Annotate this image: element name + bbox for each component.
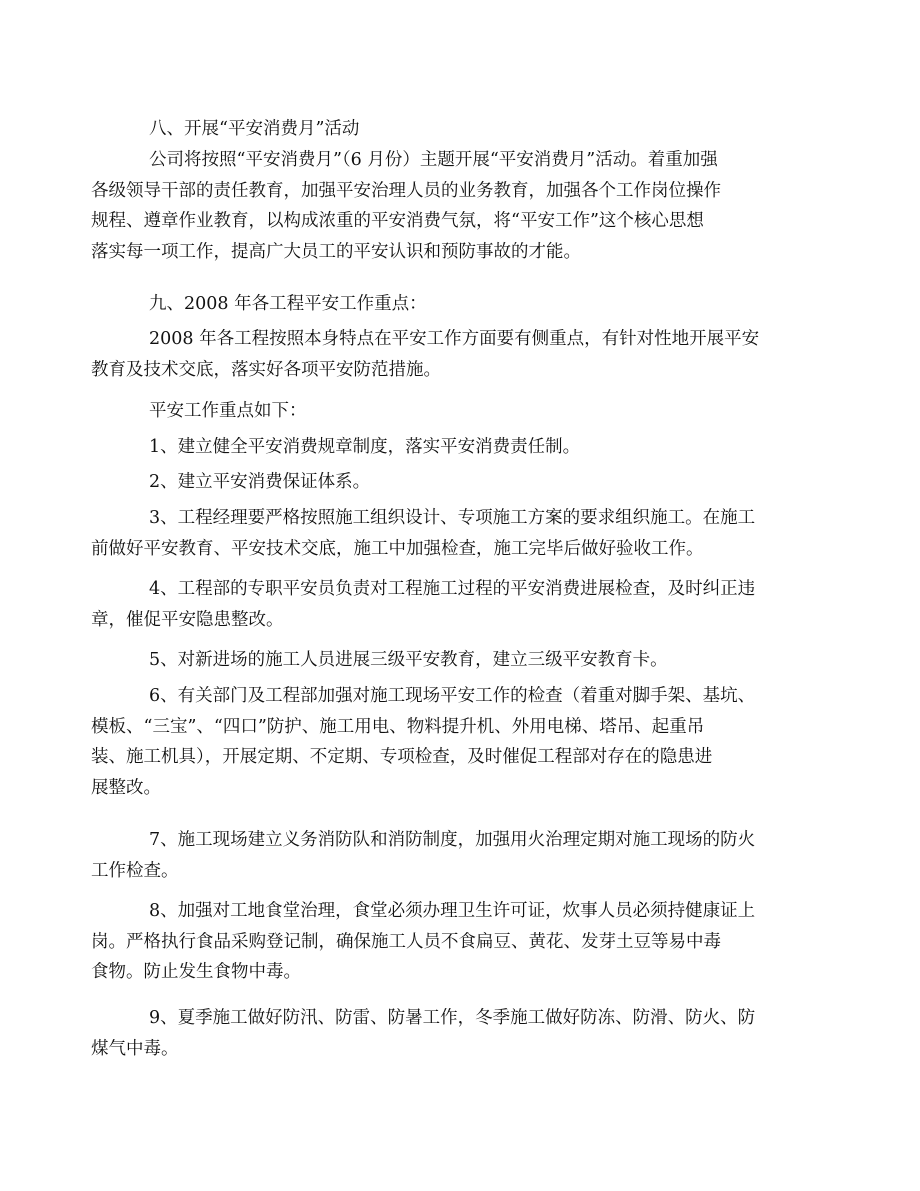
paragraph-key-points-intro <box>120 396 800 427</box>
text-line: 食物。防止发生食物中毒。 <box>91 962 301 982</box>
text-line: 6、有关部门及工程部加强对施工现场平安工作的检查（着重对脚手架、基坑、 <box>149 686 756 706</box>
text-line: 5、对新进场的施工人员进展三级平安教育，建立三级平安教育卡。 <box>149 650 668 670</box>
text-line: 模板、“三宝”、“四口”防护、施工用电、物料提升机、外用电梯、塔吊、起重吊 <box>91 716 705 737</box>
text-line: 平安工作重点如下： <box>149 401 307 421</box>
text-line: 8、加强对工地食堂治理，食堂必须办理卫生许可证，炊事人员必须持健康证上 <box>149 901 756 921</box>
text-line: 九、2008 年各工程平安工作重点： <box>149 294 427 314</box>
text-line: 工作检查。 <box>91 860 179 881</box>
list-item-2 <box>120 467 800 498</box>
section-heading-9 <box>120 289 800 320</box>
list-item-3 <box>91 503 800 564</box>
text-line: 落实每一项工作，提高广大员工的平安认识和预防事故的才能。 <box>91 241 581 262</box>
text-line: 2008 年各工程按照本身特点在平安工作方面要有侧重点，有针对性地开展平安 <box>149 329 760 349</box>
text-line: 教育及技术交底，落实好各项平安防范措施。 <box>91 359 441 380</box>
text-line: 7、施工现场建立义务消防队和消防制度，加强用火治理定期对施工现场的防火 <box>149 830 756 850</box>
text-line: 八、开展“平安消费月”活动 <box>149 119 360 139</box>
text-line: 1、建立健全平安消费规章制度，落实平安消费责任制。 <box>149 437 581 457</box>
text-line: 4、工程部的专职平安员负责对工程施工过程的平安消费进展检查，及时纠正违 <box>149 579 756 599</box>
text-line: 9、夏季施工做好防汛、防雷、防暑工作，冬季施工做好防冻、防滑、防火、防 <box>149 1008 756 1028</box>
text-line: 2、建立平安消费保证体系。 <box>149 472 371 492</box>
text-line: 前做好平安教育、平安技术交底，施工中加强检查，施工完毕后做好验收工作。 <box>91 538 704 559</box>
text-line: 各级领导干部的责任教育，加强平安治理人员的业务教育，加强各个工作岗位操作 <box>91 180 721 201</box>
text-line: 章，催促平安隐患整改。 <box>91 609 284 630</box>
text-line: 煤气中毒。 <box>91 1038 179 1059</box>
text-line: 岗。严格执行食品采购登记制，确保施工人员不食扁豆、黄花、发芽土豆等易中毒 <box>91 931 721 952</box>
list-item-6 <box>91 681 800 803</box>
paragraph-safety-month <box>91 145 800 267</box>
list-item-8 <box>91 896 800 988</box>
text-line: 规程、遵章作业教育，以构成浓重的平安消费气氛，将“平安工作”这个核心思想 <box>91 211 704 231</box>
list-item-5 <box>120 645 800 676</box>
list-item-4 <box>91 574 800 635</box>
section-heading-8 <box>120 114 800 145</box>
list-item-9 <box>91 1003 800 1064</box>
text-line: 装、施工机具），开展定期、不定期、专项检查，及时催促工程部对存在的隐患进 <box>91 747 713 767</box>
list-item-7 <box>91 825 800 886</box>
text-line: 展整改。 <box>91 777 161 798</box>
text-line: 公司将按照“平安消费月”（6 月份）主题开展“平安消费月”活动。着重加强 <box>149 150 718 170</box>
text-line: 3、工程经理要严格按照施工组织设计、专项施工方案的要求组织施工。在施工 <box>149 508 756 528</box>
paragraph-2008-focus <box>91 324 800 385</box>
list-item-1 <box>120 432 800 463</box>
